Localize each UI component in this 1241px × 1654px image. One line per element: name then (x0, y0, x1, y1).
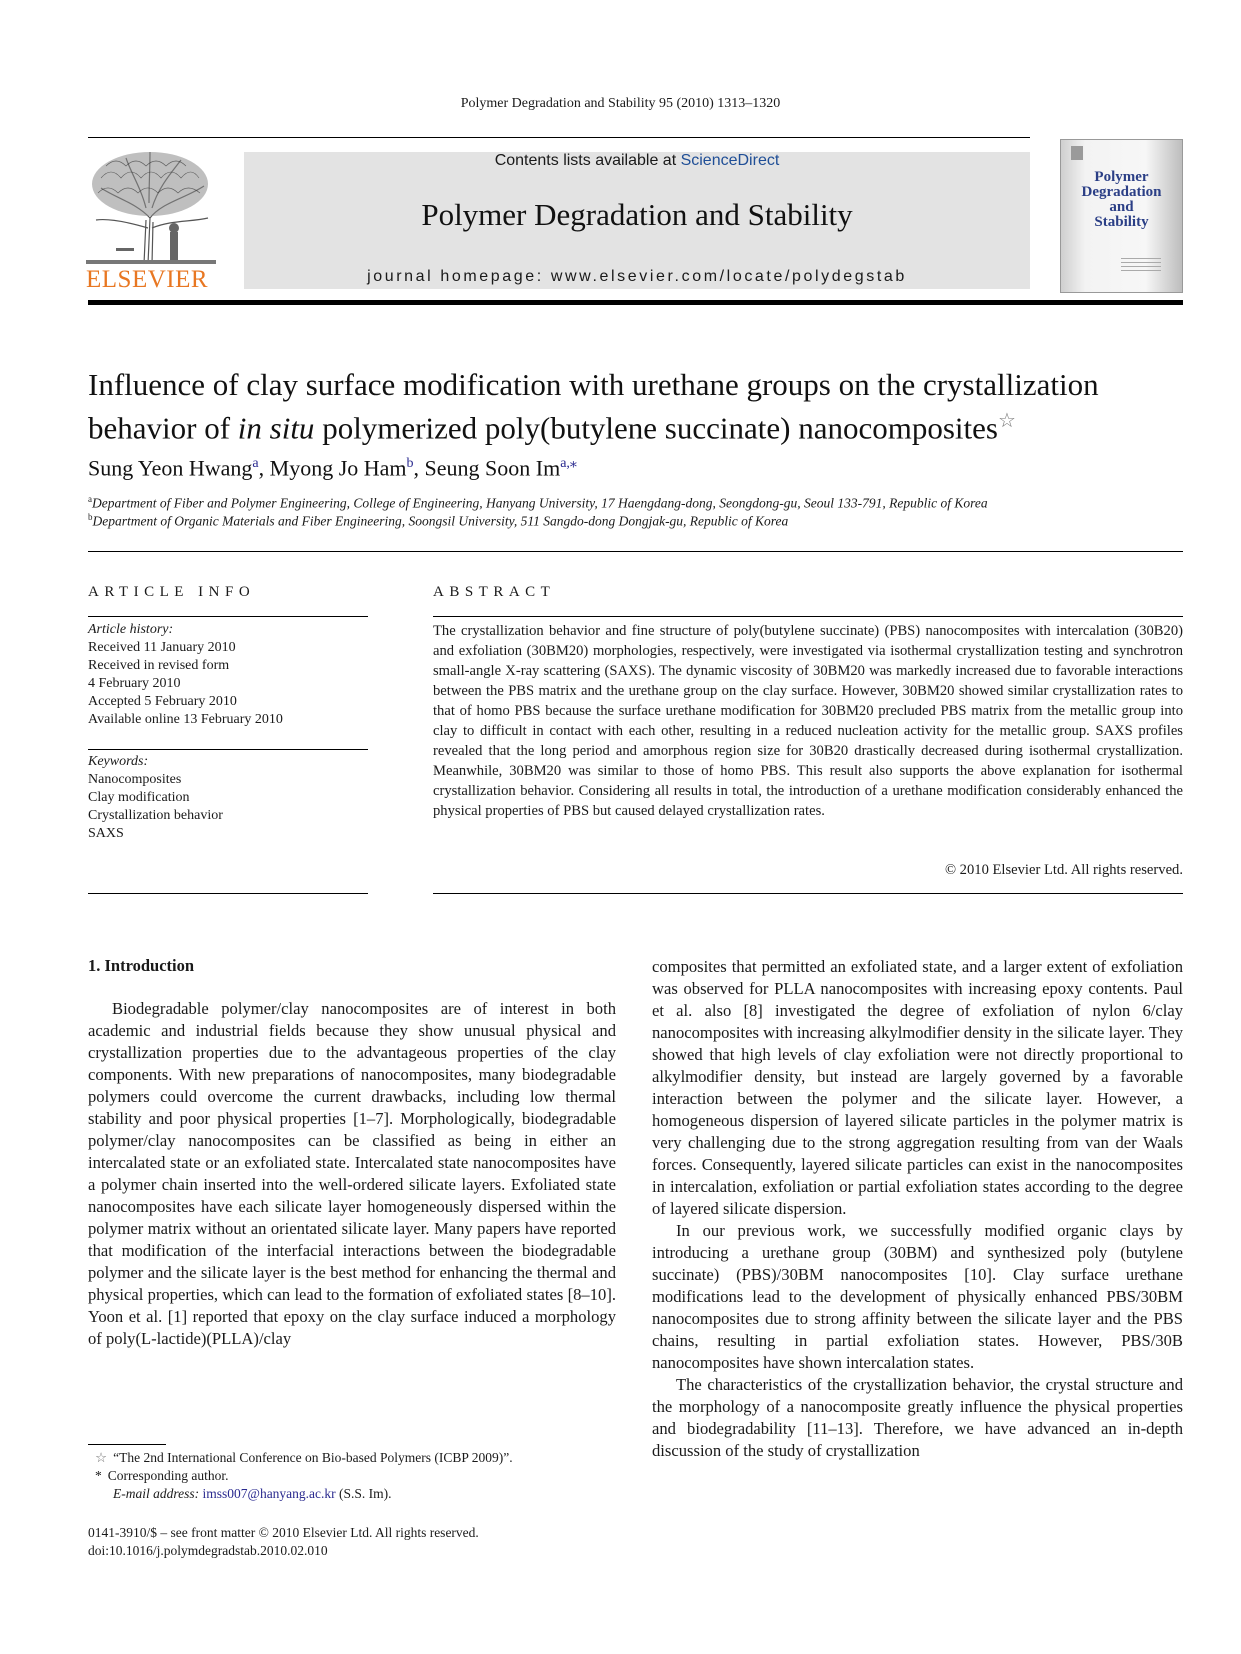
author-affiliation-marker[interactable]: a (252, 456, 259, 471)
history-item: 4 February 2010 (88, 676, 181, 691)
author-separator: , (258, 455, 270, 481)
abstract-text: The crystallization behavior and fine structure of poly(butylene succinate) (PBS) nanocomposites with intercalation (30B20) and exfoliation (30BM20) morphologies, respectively, were investigated via isothermal crystallization testing and synchrotron small-angle X-ray scattering (SAXS). The dynamic viscosity of 30BM20 was markedly increased due to favorable interactions between the PBS matrix and the urethane group on the clay surface. However, 30BM20 showed similar crystallization rates to that of homo PBS because the surface urethane modification for 30BM20 precluded PBS matrix from the metallic group into clay to difficult in contact with each other, resulting in a reduced nucleation activity for the metallic group. SAXS profiles revealed that the long period and amorphous region size for 30B20 drastically decreased during isothermal crystallization. Meanwhile, 30BM20 was similar to those of homo PBS. This result also supports the above explanation for isothermal crystallization behavior. Considering all results in total, the introduction of a urethane modification considerably enhanced the physical properties of PBS but caused delayed crystallization rates. (433, 623, 1183, 819)
history-item: Available online 13 February 2010 (88, 712, 283, 727)
elsevier-wordmark: ELSEVIER (86, 266, 209, 293)
author-affiliation-marker[interactable]: b (406, 456, 414, 471)
affiliation-marker: a (88, 494, 92, 504)
body-paragraph: Biodegradable polymer/clay nanocomposites are of interest in both academic and industrial fields because they show unusual physical and crystallization properties due to the advantageous properties of the clay components. With new preparations of nanocomposites, many biodegradable polymers could overcome the current drawbacks, including low thermal stability and poor physical properties [1–7]. Morphologically, biodegradable polymer/clay nanocomposites can be classified as being in either an intercalated state or an exfoliated state. Intercalated state nanocomposites have a polymer chain inserted into the well-ordered silicate layers. Exfoliated state nanocomposites have each silicate layer homogeneously dispersed within the polymer matrix without an orientated silicate layer. Many papers have reported that modification of the interfacial interactions between the biodegradable polymer and the silicate layer is the best method for enhancing the thermal and physical properties, which can lead to the formation of exfoliated states [8–10]. Yoon et al. [1] reported that epoxy on the clay surface induced a morphology of poly(L-lactide)(PLLA)/clay (88, 999, 616, 1348)
journal-cover-thumbnail (1060, 139, 1183, 293)
title-part1: Influence of clay surface modification with urethane groups on the crystallization behavior of (88, 367, 1099, 446)
running-head: Polymer Degradation and Stability 95 (2010) 1313–1320 (460, 96, 781, 111)
sciencedirect-link[interactable]: ScienceDirect (680, 152, 780, 169)
article-info-heading: ARTICLE INFO (88, 584, 256, 600)
front-matter (88, 1524, 479, 1560)
issn-line: 0141-3910/$ – see front matter © 2010 Elsevier Ltd. All rights reserved. (88, 1525, 479, 1540)
abstract-copyright: © 2010 Elsevier Ltd. All rights reserved. (944, 862, 1183, 878)
contents-prefix: Contents lists available at (494, 152, 681, 169)
journal-homepage-link[interactable]: journal homepage: www.elsevier.com/locate/polydegstab (367, 268, 907, 285)
title-star-icon[interactable]: ☆ (997, 410, 1016, 432)
body-paragraph: In our previous work, we successfully modified organic clays by introducing a urethane group (30BM) and synthesized poly (butylene succinate) (PBS)/30BM nanocomposites [10]. Clay surface urethane modifications lead to the development of physically enhanced PBS/30BM nanocomposites due to strong affinity between the silicate layer and the PBS chains, resulting in partial exfoliation states. However, PBS/30B nanocomposites have shown intercalation states. (652, 1221, 1183, 1372)
contents-line (244, 152, 1030, 170)
keyword: Crystallization behavior (88, 808, 223, 823)
footnote-corresponding (95, 1467, 229, 1485)
keyword: Nanocomposites (88, 772, 182, 787)
affiliation-rule (88, 551, 1183, 552)
keywords (88, 753, 223, 843)
title-italic: in situ (237, 410, 315, 446)
cover-title-line: and (1109, 199, 1134, 215)
footnote-email (113, 1485, 392, 1503)
author-affiliation-marker[interactable]: a,⁎ (560, 456, 577, 471)
abstract-heading: ABSTRACT (433, 584, 556, 600)
abstract-rule (433, 893, 1183, 894)
header-thick-rule (88, 300, 1183, 305)
footnote-text: Corresponding author. (107, 1468, 229, 1483)
journal-title: Polymer Degradation and Stability (421, 197, 853, 232)
footnote-rule (88, 1444, 166, 1445)
affiliation-b (88, 512, 788, 530)
email-label: E-mail address: (113, 1486, 203, 1501)
paper-title (88, 366, 1188, 446)
author-name: Myong Jo Ham (269, 455, 407, 481)
cover-title (1061, 170, 1182, 230)
footnote-star (95, 1449, 513, 1467)
abstract-rule (433, 616, 1183, 617)
article-info-rule (88, 749, 368, 750)
affiliation-a (88, 494, 988, 512)
affiliation-text: Department of Fiber and Polymer Engineering, College of Engineering, Hanyang University, 17 Haengdang-dong, Seongdong-gu, Seoul 133-791, Republic of Korea (92, 495, 988, 511)
cover-fine-print (1121, 258, 1161, 274)
affiliation-text: Department of Organic Materials and Fiber Engineering, Soongsil University, 511 Sangdo-dong Dongjak-gu, Republic of Korea (92, 513, 789, 529)
star-icon: ☆ (95, 1450, 108, 1465)
cover-title-line: Polymer (1094, 169, 1149, 185)
body-paragraph: The characteristics of the crystallization behavior, the crystal structure and the morphology of a nanocomposite greatly influence the physical properties and biodegradability [11–13]. Therefore, we have advanced an in-depth discussion of the study of crystallization (652, 1375, 1183, 1460)
author-name: Seung Soon Im (424, 455, 561, 481)
history-item: Received in revised form (88, 658, 230, 673)
history-label: Article history: (88, 622, 174, 637)
keyword: SAXS (88, 826, 124, 841)
tree-icon (86, 148, 216, 266)
body-column-left (88, 998, 616, 1350)
email-link[interactable]: imss007@hanyang.ac.kr (202, 1486, 336, 1501)
author-name: Sung Yeon Hwang (88, 455, 253, 481)
journal-banner (244, 152, 1030, 289)
article-info-rule (88, 616, 368, 617)
history-item: Accepted 5 February 2010 (88, 694, 237, 709)
title-part2: polymerized poly(butylene succinate) nanocomposites (314, 410, 998, 446)
cover-publisher-icon (1071, 146, 1083, 160)
keyword: Clay modification (88, 790, 190, 805)
section-heading-introduction: 1. Introduction (88, 956, 195, 975)
author-separator: , (413, 455, 425, 481)
keywords-label: Keywords: (88, 754, 149, 769)
affiliation-marker: b (88, 512, 93, 522)
body-paragraph: composites that permitted an exfoliated state, and a larger extent of exfoliation was observed for PLLA nanocomposites with increasing epoxy contents. Paul et al. also [8] investigated the degree of exfoliation of nylon 6/clay nanocomposites with increasing alkylmodifier density in the silicate layer. They showed that high levels of clay exfoliation were not directly proportional to alkylmodifier density, but instead are largely governed by a favorable interaction between the polymer and the silicate layer. However, a homogeneous dispersion of layered silicate particles in the polymer matrix is very challenging due to the strong aggregation resulting from van der Waals forces. Consequently, layered silicate particles can exist in the nanocomposites in intercalation, exfoliation or partial exfoliation states according to the degree of layered silicate dispersion. (652, 957, 1183, 1218)
author-list (88, 455, 577, 481)
article-history (88, 621, 283, 729)
cover-title-line: Stability (1094, 214, 1149, 230)
footnote-text: “The 2nd International Conference on Bio-based Polymers (ICBP 2009)”. (113, 1450, 513, 1465)
doi-line[interactable]: doi:10.1016/j.polymdegradstab.2010.02.010 (88, 1543, 328, 1558)
history-item: Received 11 January 2010 (88, 640, 236, 655)
article-info-rule (88, 893, 368, 894)
asterisk-icon: * (95, 1468, 102, 1483)
body-column-right (652, 956, 1183, 1462)
header-rule (88, 137, 1030, 138)
email-suffix: (S.S. Im). (335, 1486, 392, 1501)
cover-title-line: Degradation (1081, 184, 1162, 200)
